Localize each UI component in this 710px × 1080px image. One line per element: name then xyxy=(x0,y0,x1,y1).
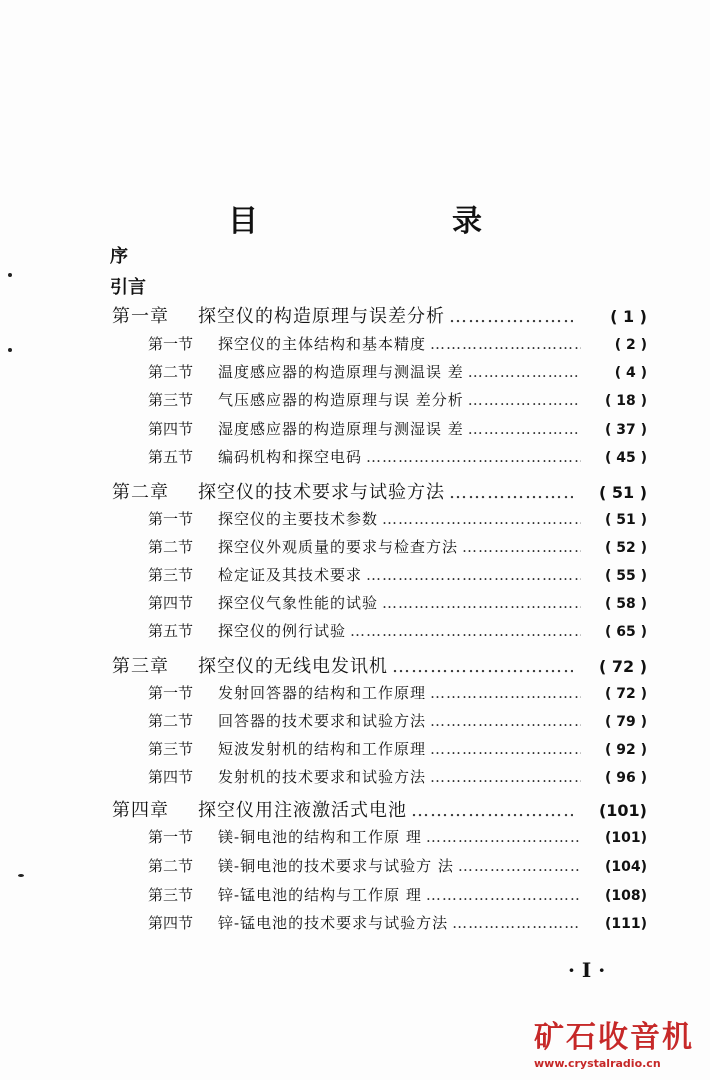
toc-entry-page: ( 72 ) xyxy=(604,686,647,702)
toc-dot-leader xyxy=(452,914,581,932)
toc-entry-title: 探空仪外观质量的要求与检查方法 xyxy=(218,538,459,556)
toc-section-row xyxy=(148,682,647,710)
toc-section-row xyxy=(148,508,647,536)
toc-entry-page: ( 4 ) xyxy=(614,365,647,381)
toc-section-row xyxy=(148,446,647,474)
toc-dot-leader xyxy=(468,420,581,438)
toc-entry-page: ( 72 ) xyxy=(598,657,647,676)
toc-entry-title: 检定证及其技术要求 xyxy=(218,566,363,584)
toc-entry-page: (101) xyxy=(598,801,647,820)
toc-entry-page: (108) xyxy=(604,888,647,904)
toc-section-row xyxy=(148,536,647,564)
toc-entry-page: (104) xyxy=(604,859,647,875)
toc-entry-page: ( 1 ) xyxy=(610,307,647,326)
toc-entry-page: ( 55 ) xyxy=(604,568,647,584)
toc-entry-label: 第五节 xyxy=(148,448,194,466)
toc-chapter-row xyxy=(112,796,647,826)
toc-entry-title: 探空仪的主体结构和基本精度 xyxy=(218,335,427,353)
preface-heading: 序 xyxy=(110,246,128,267)
toc-entry-page: ( 58 ) xyxy=(604,596,647,612)
toc-entry-title: 探空仪的主要技术参数 xyxy=(218,510,379,528)
toc-dot-leader xyxy=(350,622,581,640)
toc-entry-page: ( 65 ) xyxy=(604,624,647,640)
scan-speck xyxy=(8,273,12,277)
toc-entry-label: 第四节 xyxy=(148,914,194,932)
toc-section-row xyxy=(148,738,647,766)
toc-section-row xyxy=(148,855,647,883)
toc-entry-label: 第二节 xyxy=(148,712,194,730)
toc-entry-page: ( 37 ) xyxy=(604,422,647,438)
toc-dot-leader xyxy=(462,538,581,556)
toc-entry-page: ( 52 ) xyxy=(604,540,647,556)
toc-dot-leader xyxy=(426,828,581,846)
toc-dot-leader xyxy=(430,335,581,353)
watermark xyxy=(534,1020,710,1072)
toc-entry-label: 第五节 xyxy=(148,622,194,640)
toc-dot-leader xyxy=(411,800,573,821)
toc-entry-title: 镁-铜电池的技术要求与试验方 法 xyxy=(218,857,454,875)
toc-dot-leader xyxy=(458,857,581,875)
toc-entry-title: 锌-锰电池的结构与工作原 理 xyxy=(218,886,422,904)
toc-dot-leader xyxy=(382,510,581,528)
toc-entry-page: ( 51 ) xyxy=(604,512,647,528)
toc-entry-page: ( 2 ) xyxy=(614,337,647,353)
toc-entry-label: 第三节 xyxy=(148,740,194,758)
toc-dot-leader xyxy=(366,448,581,466)
toc-entry-title: 探空仪气象性能的试验 xyxy=(218,594,379,612)
toc-entry-page: (111) xyxy=(604,916,647,932)
toc-section-row xyxy=(148,766,647,794)
toc-entry-page: ( 92 ) xyxy=(604,742,647,758)
toc-dot-leader xyxy=(392,656,573,677)
toc-entry-label: 第四节 xyxy=(148,768,194,786)
toc-entry-label: 第四节 xyxy=(148,594,194,612)
toc-section-row xyxy=(148,333,647,361)
toc-entry-title: 镁-铜电池的结构和工作原 理 xyxy=(218,828,422,846)
toc-entry-page: ( 45 ) xyxy=(604,450,647,466)
toc-dot-leader xyxy=(430,768,581,786)
toc-section-row xyxy=(148,564,647,592)
toc-section-row xyxy=(148,884,647,912)
toc-entry-title: 气压感应器的构造原理与误 差分析 xyxy=(218,391,464,409)
toc-entry-title: 探空仪的技术要求与试验方法 xyxy=(198,482,445,503)
toc-entry-title: 湿度感应器的构造原理与测湿误 差 xyxy=(218,420,464,438)
toc-dot-leader xyxy=(366,566,581,584)
toc-section-row xyxy=(148,710,647,738)
toc-entry-title: 锌-锰电池的技术要求与试验方法 xyxy=(218,914,449,932)
toc-chapter-row xyxy=(112,302,647,332)
toc-section-row xyxy=(148,592,647,620)
toc-dot-leader xyxy=(382,594,581,612)
toc-entry-label: 第一章 xyxy=(112,306,169,327)
toc-entry-title: 发射回答器的结构和工作原理 xyxy=(218,684,427,702)
toc-entry-label: 第三节 xyxy=(148,391,194,409)
toc-entry-label: 第一节 xyxy=(148,684,194,702)
toc-entry-label: 第四节 xyxy=(148,420,194,438)
toc-section-row xyxy=(148,361,647,389)
toc-entry-title: 编码机构和探空电码 xyxy=(218,448,363,466)
scan-speck xyxy=(18,874,24,877)
toc-dot-leader xyxy=(449,306,573,327)
toc-entry-label: 第一节 xyxy=(148,335,194,353)
scan-speck xyxy=(8,348,12,352)
toc-entry-label: 第二节 xyxy=(148,363,194,381)
toc-entry-label: 第三节 xyxy=(148,566,194,584)
toc-dot-leader xyxy=(449,482,573,503)
watermark-name: 矿石收音机 xyxy=(534,1020,694,1055)
toc-dot-leader xyxy=(430,740,581,758)
toc-entry-label: 第一节 xyxy=(148,510,194,528)
toc-entry-title: 探空仪的构造原理与误差分析 xyxy=(198,306,445,327)
toc-section-row xyxy=(148,620,647,648)
toc-entry-title: 短波发射机的结构和工作原理 xyxy=(218,740,427,758)
toc-entry-label: 第三节 xyxy=(148,886,194,904)
toc-entry-label: 第三章 xyxy=(112,656,169,677)
toc-chapter-row xyxy=(112,652,647,682)
watermark-url: www.crystalradio.cn xyxy=(534,1057,661,1070)
toc-entry-title: 发射机的技术要求和试验方法 xyxy=(218,768,427,786)
toc-entry-label: 第二节 xyxy=(148,538,194,556)
introduction-heading: 引言 xyxy=(110,277,146,298)
toc-entry-title: 探空仪的例行试验 xyxy=(218,622,347,640)
page-title: 目 录 xyxy=(228,204,564,239)
toc-entry-page: ( 79 ) xyxy=(604,714,647,730)
toc-section-row xyxy=(148,389,647,417)
toc-entry-label: 第二章 xyxy=(112,482,169,503)
toc-entry-label: 第四章 xyxy=(112,800,169,821)
toc-section-row xyxy=(148,826,647,854)
toc-entry-page: ( 18 ) xyxy=(604,393,647,409)
toc-entry-page: ( 96 ) xyxy=(604,770,647,786)
toc-section-row xyxy=(148,912,647,940)
page-number: · I · xyxy=(568,958,606,982)
toc-entry-page: ( 51 ) xyxy=(598,483,647,502)
toc-dot-leader xyxy=(430,684,581,702)
toc-chapter-row xyxy=(112,478,647,508)
toc-entry-title: 温度感应器的构造原理与测温误 差 xyxy=(218,363,464,381)
toc-dot-leader xyxy=(426,886,581,904)
toc-entry-title: 回答器的技术要求和试验方法 xyxy=(218,712,427,730)
toc-entry-title: 探空仪的无线电发讯机 xyxy=(198,656,388,677)
toc-entry-title: 探空仪用注液激活式电池 xyxy=(198,800,407,821)
toc-dot-leader xyxy=(468,391,581,409)
toc-entry-label: 第二节 xyxy=(148,857,194,875)
toc-dot-leader xyxy=(468,363,581,381)
toc-dot-leader xyxy=(430,712,581,730)
toc-section-row xyxy=(148,418,647,446)
toc-entry-page: (101) xyxy=(604,830,647,846)
toc-entry-label: 第一节 xyxy=(148,828,194,846)
